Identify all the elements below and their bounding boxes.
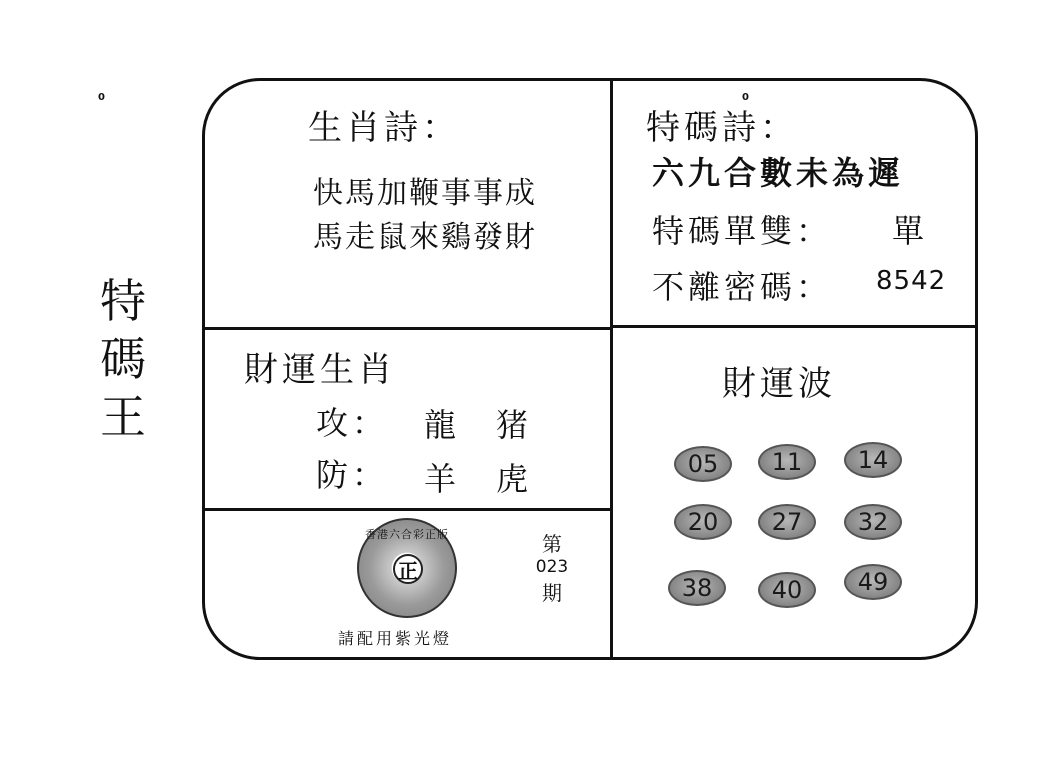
ball-05: 05 [674,446,732,482]
odd-even-value: 單 [892,212,929,250]
ball-11: 11 [758,444,816,480]
ball-38: 38 [668,570,726,606]
seal-ring-text: 香港六合彩正版 [365,528,449,541]
divider-right [613,325,975,328]
special-poem-heading: 特碼詩： [646,108,798,148]
side-title-char: 王 [100,390,146,444]
attack-label: 攻： [316,404,389,442]
issue-block [532,528,572,606]
issue-prefix: 第 [542,532,562,556]
odd-even-label: 特碼單雙： [652,212,833,250]
code-label: 不離密碼： [652,268,833,306]
defend-value: 羊 虎 [424,460,533,498]
ball-49: 49 [844,564,902,600]
seal-center-char: 正 [393,554,423,584]
fortune-zodiac-heading: 財運生肖 [244,350,396,390]
divider-left-upper [205,327,610,330]
stray-mark-top: 0 [742,92,749,103]
ball-40: 40 [758,572,816,608]
defend-label: 防： [316,456,389,494]
issue-number: 023 [535,557,569,577]
side-title-char: 碼 [100,332,146,386]
footer-note: 請配用紫光燈 [338,629,453,648]
code-value: 8542 [876,266,947,296]
zodiac-poem-line: 快馬加鞭事事成 [313,176,537,211]
attack-value: 龍 猪 [424,406,533,444]
ball-14: 14 [844,442,902,478]
special-poem-line: 六九合數未為遲 [652,154,905,192]
stray-mark-left: 0 [98,92,105,103]
divider-left-lower [205,508,610,511]
vertical-divider [610,81,613,657]
side-title-char: 特 [100,274,146,328]
ball-32: 32 [844,504,902,540]
zodiac-poem-line: 馬走鼠來鷄發財 [313,220,537,255]
side-title [88,272,158,446]
zodiac-poem-heading: 生肖詩： [308,108,460,148]
ball-20: 20 [674,504,732,540]
fortune-wave-heading: 財運波 [722,364,836,404]
seal-stamp [357,518,457,618]
ball-27: 27 [758,504,816,540]
issue-suffix: 期 [542,581,562,605]
zodiac-poem-lines [313,172,537,260]
